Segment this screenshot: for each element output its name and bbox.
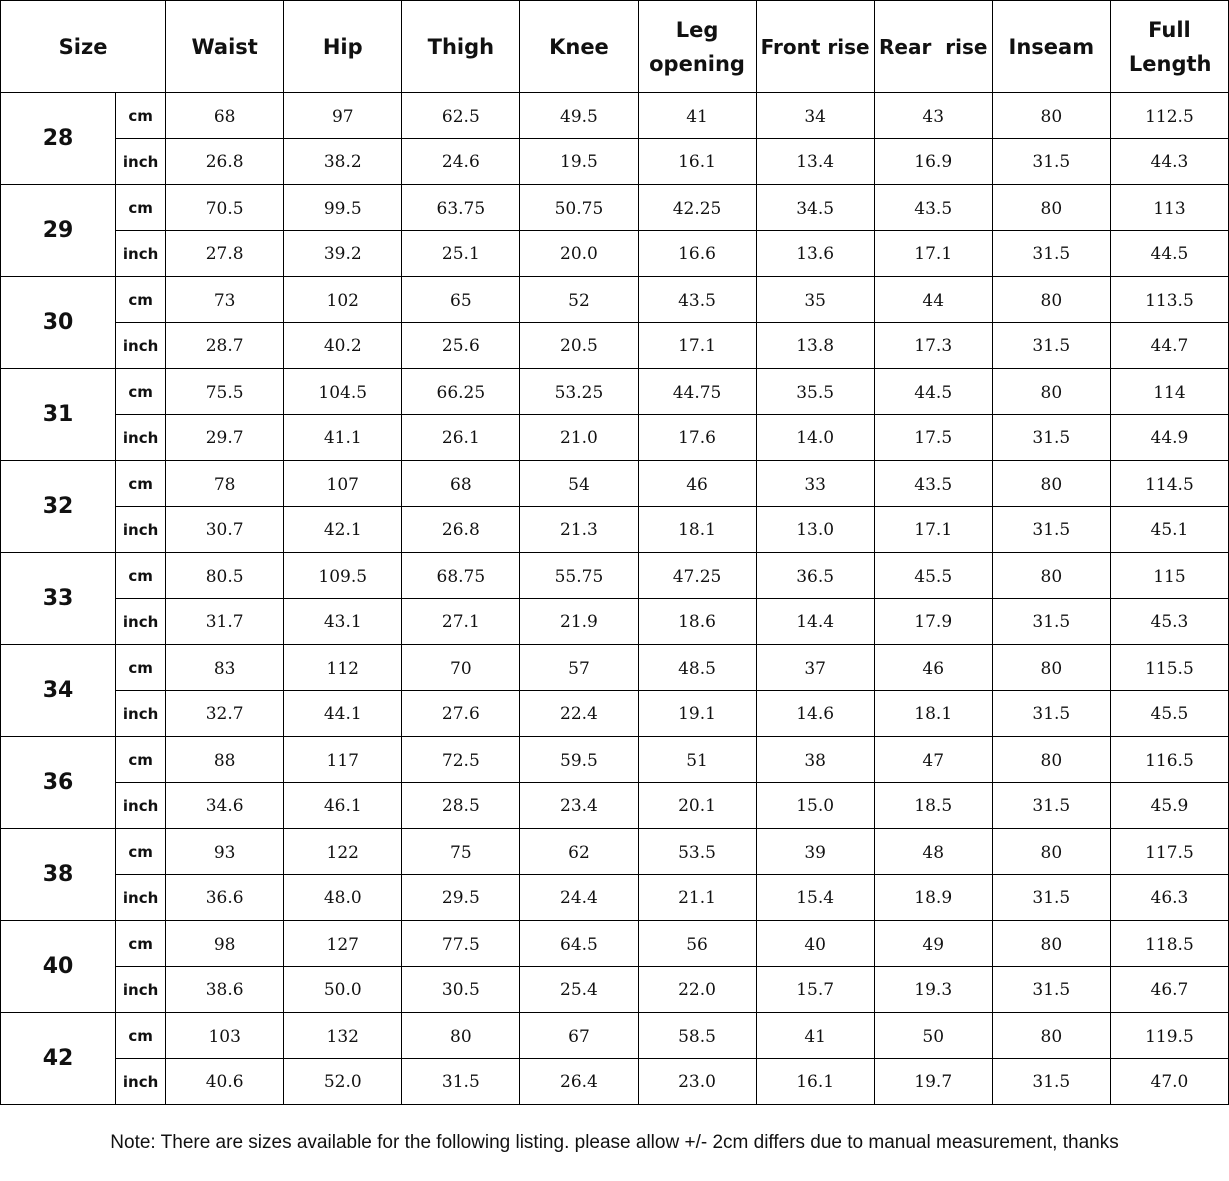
measurement-cell: 113 xyxy=(1110,185,1228,231)
measurement-cell: 27.1 xyxy=(402,599,520,645)
measurement-cell: 24.4 xyxy=(520,875,638,921)
measurement-cell: 45.3 xyxy=(1110,599,1228,645)
measurement-cell: 75 xyxy=(402,829,520,875)
table-body xyxy=(1,93,1229,1105)
unit-label: cm xyxy=(116,829,166,875)
measurement-cell: 117 xyxy=(284,737,402,783)
measurement-cell: 13.0 xyxy=(756,507,874,553)
table-row xyxy=(1,461,1229,507)
measurement-cell: 70 xyxy=(402,645,520,691)
measurement-cell: 43.5 xyxy=(874,461,992,507)
measurement-cell: 49 xyxy=(874,921,992,967)
measurement-cell: 26.8 xyxy=(402,507,520,553)
measurement-cell: 38.6 xyxy=(166,967,284,1013)
measurement-cell: 39.2 xyxy=(284,231,402,277)
measurement-cell: 80 xyxy=(992,369,1110,415)
measurement-cell: 21.3 xyxy=(520,507,638,553)
measurement-cell: 47.25 xyxy=(638,553,756,599)
measurement-cell: 99.5 xyxy=(284,185,402,231)
column-header: Inseam xyxy=(992,1,1110,93)
measurement-cell: 46 xyxy=(638,461,756,507)
measurement-cell: 80 xyxy=(992,829,1110,875)
measurement-cell: 63.75 xyxy=(402,185,520,231)
unit-label: inch xyxy=(116,507,166,553)
measurement-cell: 17.1 xyxy=(874,231,992,277)
measurement-note: Note: There are sizes available for the following listing. please allow +/- 2cm differs due to manual measurement, thanks xyxy=(0,1104,1229,1181)
unit-label: inch xyxy=(116,139,166,185)
table-row xyxy=(1,553,1229,599)
measurement-cell: 19.3 xyxy=(874,967,992,1013)
size-value: 34 xyxy=(1,645,116,737)
measurement-cell: 112 xyxy=(284,645,402,691)
measurement-cell: 43 xyxy=(874,93,992,139)
table-row xyxy=(1,507,1229,553)
measurement-cell: 45.5 xyxy=(1110,691,1228,737)
measurement-cell: 80 xyxy=(992,93,1110,139)
column-header: Leg opening xyxy=(638,1,756,93)
measurement-cell: 31.5 xyxy=(992,139,1110,185)
unit-label: cm xyxy=(116,921,166,967)
measurement-cell: 31.5 xyxy=(992,967,1110,1013)
unit-label: cm xyxy=(116,1013,166,1059)
measurement-cell: 20.0 xyxy=(520,231,638,277)
measurement-cell: 38 xyxy=(756,737,874,783)
measurement-cell: 48.5 xyxy=(638,645,756,691)
measurement-cell: 31.5 xyxy=(402,1059,520,1105)
measurement-cell: 20.1 xyxy=(638,783,756,829)
table-row xyxy=(1,737,1229,783)
measurement-cell: 44.5 xyxy=(1110,231,1228,277)
measurement-cell: 16.1 xyxy=(756,1059,874,1105)
measurement-cell: 31.5 xyxy=(992,1059,1110,1105)
measurement-cell: 35 xyxy=(756,277,874,323)
size-value: 33 xyxy=(1,553,116,645)
table-row xyxy=(1,185,1229,231)
measurement-cell: 127 xyxy=(284,921,402,967)
unit-label: inch xyxy=(116,323,166,369)
measurement-cell: 22.4 xyxy=(520,691,638,737)
size-value: 36 xyxy=(1,737,116,829)
measurement-cell: 115.5 xyxy=(1110,645,1228,691)
column-header: Waist xyxy=(166,1,284,93)
measurement-cell: 40.2 xyxy=(284,323,402,369)
unit-label: cm xyxy=(116,185,166,231)
table-row xyxy=(1,691,1229,737)
measurement-cell: 42.1 xyxy=(284,507,402,553)
measurement-cell: 46.3 xyxy=(1110,875,1228,921)
measurement-cell: 66.25 xyxy=(402,369,520,415)
measurement-cell: 102 xyxy=(284,277,402,323)
measurement-cell: 31.5 xyxy=(992,875,1110,921)
measurement-cell: 117.5 xyxy=(1110,829,1228,875)
measurement-cell: 19.5 xyxy=(520,139,638,185)
measurement-cell: 98 xyxy=(166,921,284,967)
measurement-cell: 17.1 xyxy=(638,323,756,369)
table-row xyxy=(1,967,1229,1013)
measurement-cell: 80 xyxy=(402,1013,520,1059)
measurement-cell: 68.75 xyxy=(402,553,520,599)
size-value: 38 xyxy=(1,829,116,921)
measurement-cell: 25.4 xyxy=(520,967,638,1013)
measurement-cell: 21.9 xyxy=(520,599,638,645)
unit-label: cm xyxy=(116,93,166,139)
measurement-cell: 34.5 xyxy=(756,185,874,231)
measurement-cell: 13.8 xyxy=(756,323,874,369)
measurement-cell: 80 xyxy=(992,461,1110,507)
measurement-cell: 45.9 xyxy=(1110,783,1228,829)
measurement-cell: 73 xyxy=(166,277,284,323)
measurement-cell: 14.4 xyxy=(756,599,874,645)
measurement-cell: 21.1 xyxy=(638,875,756,921)
measurement-cell: 70.5 xyxy=(166,185,284,231)
measurement-cell: 80 xyxy=(992,737,1110,783)
measurement-cell: 17.3 xyxy=(874,323,992,369)
measurement-cell: 31.5 xyxy=(992,507,1110,553)
measurement-cell: 49.5 xyxy=(520,93,638,139)
table-row xyxy=(1,875,1229,921)
measurement-cell: 25.1 xyxy=(402,231,520,277)
measurement-cell: 31.5 xyxy=(992,691,1110,737)
measurement-cell: 56 xyxy=(638,921,756,967)
measurement-cell: 44.3 xyxy=(1110,139,1228,185)
unit-label: cm xyxy=(116,369,166,415)
table-row xyxy=(1,645,1229,691)
unit-label: cm xyxy=(116,461,166,507)
measurement-cell: 43.5 xyxy=(638,277,756,323)
measurement-cell: 17.5 xyxy=(874,415,992,461)
measurement-cell: 23.0 xyxy=(638,1059,756,1105)
measurement-cell: 14.0 xyxy=(756,415,874,461)
table-row xyxy=(1,829,1229,875)
measurement-cell: 16.9 xyxy=(874,139,992,185)
measurement-cell: 43.5 xyxy=(874,185,992,231)
measurement-cell: 35.5 xyxy=(756,369,874,415)
measurement-cell: 80 xyxy=(992,921,1110,967)
measurement-cell: 75.5 xyxy=(166,369,284,415)
measurement-cell: 54 xyxy=(520,461,638,507)
measurement-cell: 50 xyxy=(874,1013,992,1059)
measurement-cell: 29.7 xyxy=(166,415,284,461)
measurement-cell: 31.5 xyxy=(992,415,1110,461)
size-value: 40 xyxy=(1,921,116,1013)
measurement-cell: 114.5 xyxy=(1110,461,1228,507)
measurement-cell: 103 xyxy=(166,1013,284,1059)
measurement-cell: 112.5 xyxy=(1110,93,1228,139)
measurement-cell: 27.8 xyxy=(166,231,284,277)
measurement-cell: 23.4 xyxy=(520,783,638,829)
unit-label: cm xyxy=(116,553,166,599)
size-value: 31 xyxy=(1,369,116,461)
measurement-cell: 118.5 xyxy=(1110,921,1228,967)
table-row xyxy=(1,783,1229,829)
measurement-cell: 48.0 xyxy=(284,875,402,921)
measurement-cell: 47 xyxy=(874,737,992,783)
measurement-cell: 19.1 xyxy=(638,691,756,737)
measurement-cell: 15.7 xyxy=(756,967,874,1013)
measurement-cell: 13.4 xyxy=(756,139,874,185)
measurement-cell: 53.25 xyxy=(520,369,638,415)
measurement-cell: 80 xyxy=(992,553,1110,599)
measurement-cell: 132 xyxy=(284,1013,402,1059)
measurement-cell: 26.8 xyxy=(166,139,284,185)
measurement-cell: 15.0 xyxy=(756,783,874,829)
measurement-cell: 38.2 xyxy=(284,139,402,185)
unit-label: inch xyxy=(116,599,166,645)
measurement-cell: 39 xyxy=(756,829,874,875)
measurement-cell: 18.6 xyxy=(638,599,756,645)
measurement-cell: 80.5 xyxy=(166,553,284,599)
measurement-cell: 78 xyxy=(166,461,284,507)
measurement-cell: 115 xyxy=(1110,553,1228,599)
measurement-cell: 34 xyxy=(756,93,874,139)
measurement-cell: 44.75 xyxy=(638,369,756,415)
measurement-cell: 68 xyxy=(166,93,284,139)
column-header: Rear rise xyxy=(874,1,992,93)
measurement-cell: 93 xyxy=(166,829,284,875)
table-row xyxy=(1,1013,1229,1059)
size-value: 29 xyxy=(1,185,116,277)
measurement-cell: 24.6 xyxy=(402,139,520,185)
measurement-cell: 44.9 xyxy=(1110,415,1228,461)
column-header: Knee xyxy=(520,1,638,93)
measurement-cell: 83 xyxy=(166,645,284,691)
unit-label: cm xyxy=(116,645,166,691)
header-row xyxy=(1,1,1229,93)
measurement-cell: 30.7 xyxy=(166,507,284,553)
measurement-cell: 62 xyxy=(520,829,638,875)
measurement-cell: 45.5 xyxy=(874,553,992,599)
measurement-cell: 41 xyxy=(756,1013,874,1059)
measurement-cell: 44.7 xyxy=(1110,323,1228,369)
measurement-cell: 18.9 xyxy=(874,875,992,921)
measurement-cell: 122 xyxy=(284,829,402,875)
unit-label: inch xyxy=(116,967,166,1013)
size-value: 28 xyxy=(1,93,116,185)
measurement-cell: 88 xyxy=(166,737,284,783)
measurement-cell: 13.6 xyxy=(756,231,874,277)
table-row xyxy=(1,93,1229,139)
measurement-cell: 17.1 xyxy=(874,507,992,553)
measurement-cell: 57 xyxy=(520,645,638,691)
measurement-cell: 14.6 xyxy=(756,691,874,737)
measurement-cell: 16.6 xyxy=(638,231,756,277)
measurement-cell: 26.4 xyxy=(520,1059,638,1105)
measurement-cell: 41.1 xyxy=(284,415,402,461)
unit-label: cm xyxy=(116,737,166,783)
table-row xyxy=(1,1059,1229,1105)
measurement-cell: 42.25 xyxy=(638,185,756,231)
measurement-cell: 18.5 xyxy=(874,783,992,829)
unit-label: inch xyxy=(116,231,166,277)
measurement-cell: 53.5 xyxy=(638,829,756,875)
measurement-cell: 80 xyxy=(992,645,1110,691)
measurement-cell: 46 xyxy=(874,645,992,691)
measurement-cell: 48 xyxy=(874,829,992,875)
unit-label: inch xyxy=(116,783,166,829)
unit-label: inch xyxy=(116,1059,166,1105)
measurement-cell: 31.7 xyxy=(166,599,284,645)
unit-label: inch xyxy=(116,875,166,921)
column-header: Thigh xyxy=(402,1,520,93)
measurement-cell: 72.5 xyxy=(402,737,520,783)
measurement-cell: 65 xyxy=(402,277,520,323)
unit-label: inch xyxy=(116,691,166,737)
measurement-cell: 21.0 xyxy=(520,415,638,461)
measurement-cell: 116.5 xyxy=(1110,737,1228,783)
measurement-cell: 77.5 xyxy=(402,921,520,967)
measurement-cell: 34.6 xyxy=(166,783,284,829)
measurement-cell: 28.5 xyxy=(402,783,520,829)
size-header: Size xyxy=(1,1,166,93)
table-row xyxy=(1,599,1229,645)
measurement-cell: 32.7 xyxy=(166,691,284,737)
size-value: 42 xyxy=(1,1013,116,1105)
measurement-cell: 109.5 xyxy=(284,553,402,599)
size-value: 32 xyxy=(1,461,116,553)
measurement-cell: 33 xyxy=(756,461,874,507)
measurement-cell: 50.0 xyxy=(284,967,402,1013)
measurement-cell: 15.4 xyxy=(756,875,874,921)
measurement-cell: 40 xyxy=(756,921,874,967)
measurement-cell: 97 xyxy=(284,93,402,139)
measurement-cell: 45.1 xyxy=(1110,507,1228,553)
measurement-cell: 37 xyxy=(756,645,874,691)
measurement-cell: 36.5 xyxy=(756,553,874,599)
measurement-cell: 104.5 xyxy=(284,369,402,415)
size-value: 30 xyxy=(1,277,116,369)
measurement-cell: 47.0 xyxy=(1110,1059,1228,1105)
measurement-cell: 17.6 xyxy=(638,415,756,461)
measurement-cell: 113.5 xyxy=(1110,277,1228,323)
measurement-cell: 59.5 xyxy=(520,737,638,783)
measurement-cell: 22.0 xyxy=(638,967,756,1013)
column-header: Full Length xyxy=(1110,1,1228,93)
measurement-cell: 44.5 xyxy=(874,369,992,415)
measurement-cell: 27.6 xyxy=(402,691,520,737)
measurement-cell: 31.5 xyxy=(992,783,1110,829)
measurement-cell: 31.5 xyxy=(992,323,1110,369)
unit-label: inch xyxy=(116,415,166,461)
measurement-cell: 20.5 xyxy=(520,323,638,369)
measurement-cell: 18.1 xyxy=(874,691,992,737)
measurement-cell: 119.5 xyxy=(1110,1013,1228,1059)
measurement-cell: 43.1 xyxy=(284,599,402,645)
measurement-cell: 41 xyxy=(638,93,756,139)
table-row xyxy=(1,277,1229,323)
measurement-cell: 36.6 xyxy=(166,875,284,921)
measurement-cell: 50.75 xyxy=(520,185,638,231)
measurement-cell: 29.5 xyxy=(402,875,520,921)
measurement-cell: 80 xyxy=(992,185,1110,231)
measurement-cell: 55.75 xyxy=(520,553,638,599)
measurement-cell: 25.6 xyxy=(402,323,520,369)
measurement-cell: 51 xyxy=(638,737,756,783)
measurement-cell: 31.5 xyxy=(992,231,1110,277)
measurement-cell: 18.1 xyxy=(638,507,756,553)
measurement-cell: 68 xyxy=(402,461,520,507)
column-header: Hip xyxy=(284,1,402,93)
measurement-cell: 58.5 xyxy=(638,1013,756,1059)
measurement-cell: 44.1 xyxy=(284,691,402,737)
measurement-cell: 46.1 xyxy=(284,783,402,829)
unit-label: cm xyxy=(116,277,166,323)
table-row xyxy=(1,231,1229,277)
column-header: Front rise xyxy=(756,1,874,93)
measurement-cell: 62.5 xyxy=(402,93,520,139)
measurement-cell: 80 xyxy=(992,277,1110,323)
table-row xyxy=(1,415,1229,461)
measurement-cell: 64.5 xyxy=(520,921,638,967)
measurement-cell: 31.5 xyxy=(992,599,1110,645)
measurement-cell: 52.0 xyxy=(284,1059,402,1105)
measurement-cell: 28.7 xyxy=(166,323,284,369)
measurement-cell: 67 xyxy=(520,1013,638,1059)
measurement-cell: 80 xyxy=(992,1013,1110,1059)
measurement-cell: 17.9 xyxy=(874,599,992,645)
measurement-cell: 40.6 xyxy=(166,1059,284,1105)
table-row xyxy=(1,369,1229,415)
table-row xyxy=(1,921,1229,967)
measurement-cell: 44 xyxy=(874,277,992,323)
measurement-cell: 26.1 xyxy=(402,415,520,461)
measurement-cell: 107 xyxy=(284,461,402,507)
measurement-cell: 52 xyxy=(520,277,638,323)
table-row xyxy=(1,323,1229,369)
measurement-cell: 46.7 xyxy=(1110,967,1228,1013)
measurement-cell: 30.5 xyxy=(402,967,520,1013)
measurement-cell: 19.7 xyxy=(874,1059,992,1105)
table-row xyxy=(1,139,1229,185)
measurement-cell: 114 xyxy=(1110,369,1228,415)
measurement-cell: 16.1 xyxy=(638,139,756,185)
